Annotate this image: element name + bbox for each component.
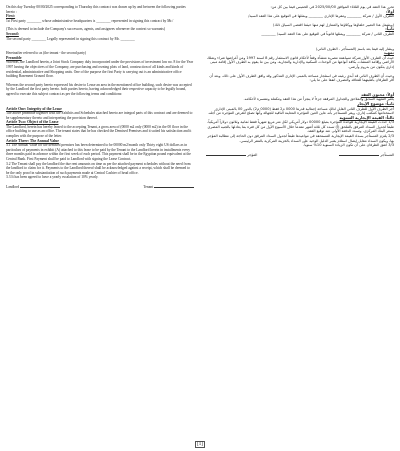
article-three-clause-3: 3.3 It has been agreed to have a yearly escalation of 10% yearly.: [6, 175, 99, 180]
preamble-text: Whereas, the Landlord herein, a Joint Stock Company duly incorporated under the provisions of investment law no. 8 for the Year 1997 having the objectives of the Company, are purchasing and owning plots of land, construction of all kinds and kinds of residential, administrative and Shopping units. One of the purpose the first Party is carrying out is an administrative office building Basement Ground floor.: [6, 60, 194, 79]
first-party-text: 1st First party ________ whose administrative headquarters is ________ represented in signing this contract by Mr./: [6, 18, 174, 23]
article-three-clause-2: 3.2 The Tenant shall pay the landlord the due rent amounts on time as per the attached payment schedules without the need from the landlord to claim for it. Payments to the Landlord thereof shall be acknowledged against a receipt, which shall be deemed to be the only proof in substantiation of such payments made at Central Cashier of head office.: [6, 161, 191, 175]
first-heading-ar: أولاً:: [385, 8, 394, 14]
tenant-signature: [143, 184, 194, 190]
article-one-heading: Article One: Integrity of the Lease: [6, 106, 62, 111]
article-two-text: The Landlord, herein has hereby leased to the accepting Tenant, a gross area of (0000 m2 only (0000 m2) in the 00 floor in the office building to use as an office. The tenant states that he has checked the Demised Premises and it suited his satisfaction and it complies with the purpose of the letter.: [6, 124, 192, 139]
article-three-clause-3-ar: 3/3 اتفق الطرفان على أن تكون الزيادة السنوية 10% سنوياً.: [303, 143, 394, 148]
landlord-label: Landlord: [6, 185, 20, 189]
first-party-text-ar: الطرف الأول / شركة ________ ومقرها الإداري ________ ويمثلها في التوقيع على هذا العقد السيد/: [248, 14, 394, 19]
article-three-clause-2-ar: 2/3 يلتزم المستأجر بسداد القيمة الإيجارية المستحقة في مواعيدها طبقاً لجدول السداد المرفق دون الحاجة إلى مطالبة المؤجر بها، ويكون السداد مقابل إيصال استلام يعتبر الدليل الوحيد على السداد بالخزينة المركزية بالمقر الرئيسي.: [207, 134, 394, 143]
landlord-label-ar: المؤجر: [247, 152, 258, 157]
page-footer: [0, 441, 400, 448]
tenant-label-ar: المستأجر: [380, 152, 394, 157]
arabic-signature-row: [206, 152, 394, 158]
article-two-text-ar: أجر الطرف الأول للطرف الثاني القابل لذلك مساحة إجمالية قدرها 0000 م2 فقط (0000 م2) بالدور 00 بالمبنى الإداري لاستخدامها كمكتب إداري، ويقر المستأجر بأنه عاين العين المؤجرة المعاينة النافية للجهالة وأنها تصلح للغرض المؤجرة من أجله.: [207, 106, 394, 116]
article-three-clause-1-ar: 1/3 حددت القيمة الإيجارية للوحدة المؤجرة بمبلغ 00000 دولار أمريكي لكل متر مربع شهرياً فقط ثمانية وثلاثون دولاراً أمريكياً، طبقاً لجدول السداد المرفق بالملحق (أ) تسدد كل ثلاثة أشهر مقدماً خلال الأسبوع الأول من كل فترة بما يعادلها بالجنيه المصري بسعر البنك المركزي، وتسدد الدفعة الأولى عند توقيع العقد.: [207, 120, 394, 134]
english-signature-row: [6, 184, 194, 190]
arabic-column: [206, 5, 394, 190]
tenant-signature-ar: [339, 152, 394, 158]
article-three-heading: Article Three: The Annual Value: [6, 138, 59, 143]
article-two-heading-ar: ثانياً: موضوع الإيجار: [357, 100, 394, 106]
contract-intro: On this day Tuesday 00/00/2025 corresponding to Thursday this contract was drawn up by and between the following parties hereto :: [6, 5, 186, 14]
second-heading: Second:: [6, 31, 19, 36]
first-heading: First:: [6, 14, 16, 19]
second-party-text: The second party ________ Legally represented in signing this contract by Mr. ________: [6, 36, 135, 41]
bilingual-columns: [6, 5, 394, 190]
article-two-heading: Article Two: Object of the Lease: [6, 120, 59, 125]
whereas-text: Whereas the second party hereto expressed his desire to Lease an area in the mentioned office building, such desire was accepted by the Landlord the first party hereto. both parties hereto, having acknowledged their respective capacity to be legally bound, agreed to execute this subject contract as per the following terms and conditions:: [6, 82, 192, 96]
page-number: [1]: [197, 442, 203, 447]
article-three-heading-ar: ثالثاً: القيمة الإيجارية السنوية: [339, 114, 394, 120]
first-party-note-ar: (ويشمل هذا التعبير خلفاؤها ووكلاؤها والمتنازل لهم منها حيثما اقتضى السياق ذلك): [273, 22, 394, 27]
article-three-clause-1: 3.1 The Annual Value for the demised premises has been determined to be 00000 m2/month only Thirty eight US dollars as in particulars of payments in exhibit (A) attached to this lease to be paid by the Tenant to the Landlord herein in installments every three months paid in advance within the first week of each period. This payment shall be in the Egyptian pound equivalent at the Central Bank. First Payment shall be paid to Landlord with signing the Lease Contract.: [6, 143, 191, 162]
first-party-note: (This is deemed to include the Company's successors, agents, and assignees whenever the context so warrants): [6, 27, 166, 32]
hereinafter-text-ar: ويشار إليه فيما بعد باسم (المستأجر - الطرف الثاني): [316, 46, 394, 51]
second-party-text-ar: الطرف الثاني / شركة ________ ويمثلها قانوناً في التوقيع على هذا العقد السيد/ ________: [261, 31, 394, 36]
second-heading-ar: ثانياً:: [385, 26, 394, 32]
article-one-text-ar: يعتبر التمهيد السابق والملاحق والجداول المرفقة جزءاً لا يتجزأ من هذا العقد ومكملة ومفسرة لأحكامه.: [243, 97, 394, 102]
article-one-heading-ar: أولاً: محتوى العقد: [361, 91, 394, 97]
hereinafter-text: Hereinafter referred to as (the tenant - the second party): [6, 51, 87, 56]
whereas-text-ar: وحيث أن الطرف الثاني قد أبدى رغبته في استئجار مساحة بالمبنى الإداري المذكور وقد وافق الطرف الأول على ذلك، وبعد أن أقر الطرفان بأهليتهما للتعاقد والتصرف اتفقا على ما يلي:: [209, 73, 394, 83]
tenant-label: Tenant: [143, 185, 154, 189]
landlord-signature: [6, 184, 60, 190]
preamble-heading: Preamble: [6, 55, 22, 60]
english-column: [6, 5, 194, 190]
landlord-signature-ar: [206, 152, 257, 158]
preamble-heading-ar: تمهيد: [383, 50, 394, 56]
article-one-text: The above preamble together with the Exhibits and Schedules attached hereto are integral parts of this contract and are deemed to be supplementary thereto and interpreting the provision thereof.: [6, 111, 193, 120]
preamble-text-ar: حيث أن الطرف الأول شركة مساهمة مصرية منشأة وفقاً لأحكام قانون الاستثمار رقم 8 لسنة 1997 ومن أغراضها شراء وتملك الأراضي وإقامة المنشآت بكافة أنواعها من الوحدات السكنية والإدارية والتجارية، ومن بين ما يقوم به الطرف الأول إقامة مبنى إداري يتكون من بدروم وأرضي.: [206, 55, 394, 69]
contract-intro-ar: تحرر هذا العقد في يوم الثلاثاء الموافق 2025/00/00 في الخميس فيما بين كل من:: [270, 5, 394, 9]
